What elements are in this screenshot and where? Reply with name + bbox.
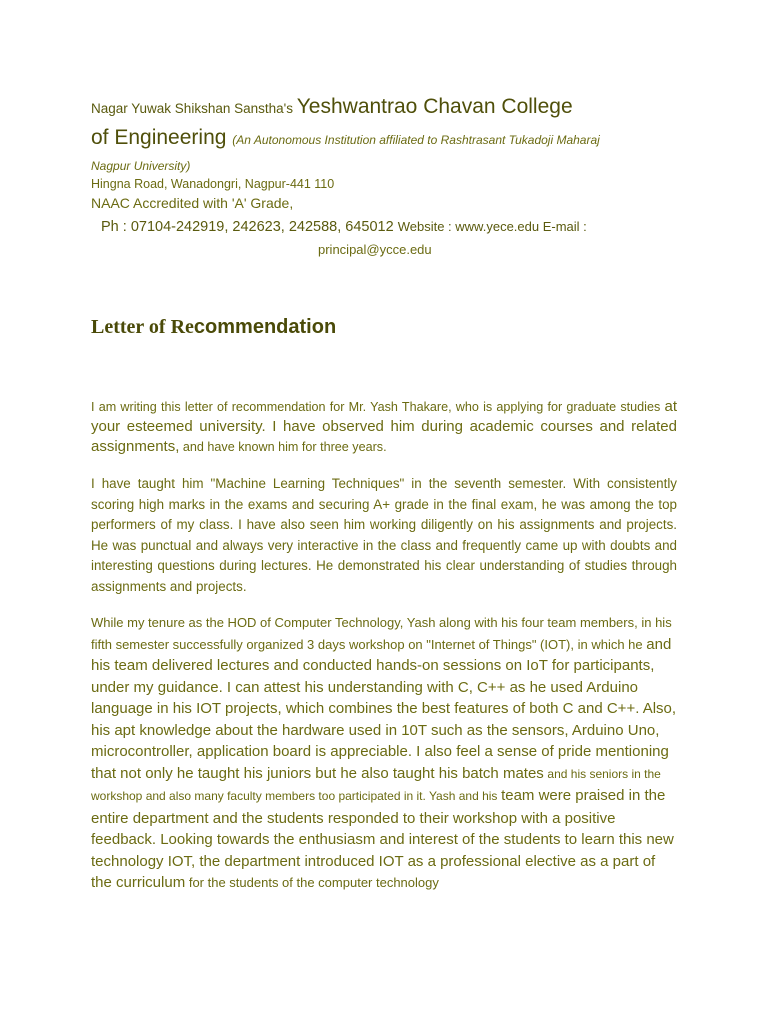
letter-title: [91, 316, 336, 339]
email: principal@ycce.edu: [318, 242, 432, 257]
paragraph-2: I have taught him "Machine Learning Techniques" in the seventh semester. With consistently scoring high marks in the exams and securing A+ grade in the final exam, he was among the top performers of my class. I have also seen him working diligently on his assignments and projects. He was punctual and always very interactive in the class and frequently came up with doubts and interesting questions during lectures. He demonstrated his clear understanding of studies through assignments and projects.: [91, 476, 677, 594]
p3-b: and his team delivered lectures and conducted hands-on sessions on IoT for participants, under my guidance. I can attest his understanding with C, C++ as he used Arduino language in his IOT projects, which combines the best features of both C and C++. Also, his apt knowledge about the hardware used in 10T such as the sensors, Arduino Uno, microcontroller, application board is appreciable. I also feel a sense of pride mentioning that not only he taught his juniors but he also taught his batch mates: [91, 635, 677, 782]
accreditation: NAAC Accredited with 'A' Grade,: [91, 195, 294, 211]
paragraph-3: [91, 612, 677, 894]
header-line-2: [91, 126, 691, 150]
title-part-1: Letter of Re: [91, 316, 194, 338]
contact-line: [101, 219, 701, 235]
p3-a: While my tenure as the HOD of Computer Technology, Yash along with his four team members, in his fifth semester successfully organized 3 days workshop on "Internet of Things" (IOT), in which he: [91, 615, 672, 652]
paragraph-1: [91, 397, 677, 457]
phone-numbers: Ph : 07104-242919, 242623, 242588, 645012: [101, 219, 394, 235]
sanstha-name: Nagar Yuwak Shikshan Sanstha's: [91, 101, 293, 116]
address: Hingna Road, Wanadongri, Nagpur-441 110: [91, 177, 335, 191]
p3-c: and his seniors in the workshop and also many faculty members too participated in it. Yash and his: [91, 766, 661, 803]
college-name: Yeshwantrao Chavan College: [296, 95, 573, 118]
p1-c: and have known him for three years.: [182, 440, 387, 454]
p3-d: team were praised in the entire department and the students responded to their workshop with a positive feedback. Looking towards the enthusiasm and interest of the students to learn this new technology IOT, the department introduced IOT as a professional elective as a part of the curriculum: [91, 787, 674, 891]
p1-a: I am writing this letter of recommendation for Mr. Yash Thakare, who is applying for graduate studies: [91, 400, 661, 414]
affiliation-text: (An Autonomous Institution affiliated to Rashtrasant Tukadoji Maharaj: [232, 133, 600, 147]
title-part-2: commendation: [193, 316, 337, 338]
affiliation-cont: Nagpur University): [91, 159, 191, 173]
college-name-cont: of Engineering: [91, 126, 227, 149]
p3-e: for the students of the computer technology: [188, 875, 439, 890]
p1-b: at your esteemed university. I have observed him during academic courses and related assignments,: [91, 398, 677, 455]
header-line-1: [91, 95, 691, 119]
website: Website : www.yece.edu E-mail :: [397, 219, 587, 234]
